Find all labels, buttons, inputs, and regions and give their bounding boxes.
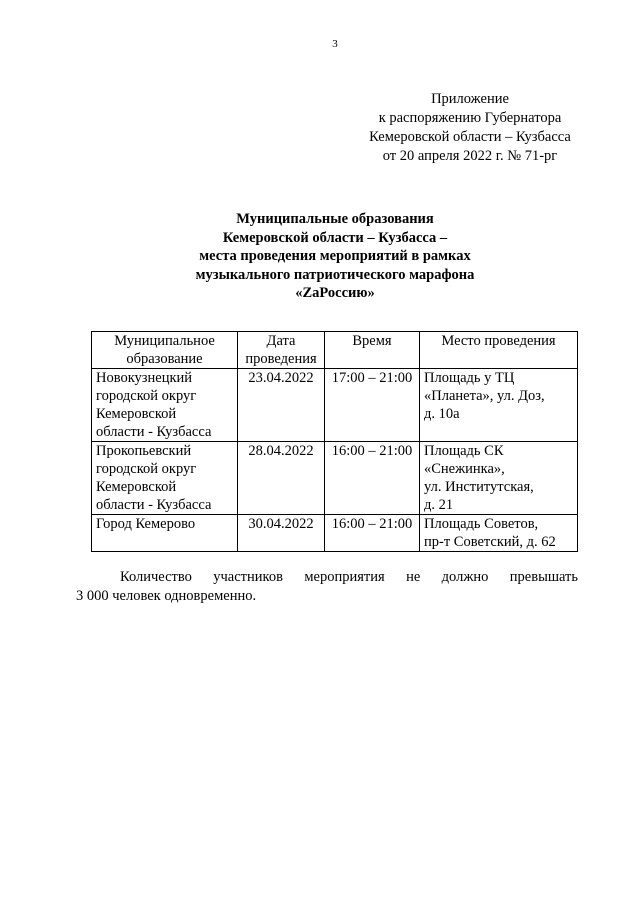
cell-text: городской округ: [96, 388, 197, 404]
cell-text: Прокопьевский: [96, 443, 192, 459]
page-number: 3: [332, 38, 338, 50]
header-time: Время: [325, 332, 420, 369]
header-text: Муниципальное: [114, 333, 215, 349]
cell-text: Город Кемерово: [96, 516, 196, 532]
cell-text: Площадь у ТЦ: [424, 370, 515, 386]
cell-text: д. 10а: [424, 406, 460, 422]
cell-text: Кемеровской: [96, 406, 177, 422]
note-line: Количество участников мероприятия не должно превышать: [120, 569, 578, 585]
cell-text: Площадь СК: [424, 443, 504, 459]
cell-time: 16:00 – 21:00: [325, 442, 420, 515]
cell-text: городской округ: [96, 461, 197, 477]
cell-municipality: [92, 369, 238, 442]
cell-time: 17:00 – 21:00: [325, 369, 420, 442]
title-line: «ZaРоссию»: [295, 285, 375, 301]
cell-place: [420, 442, 578, 515]
document-title: [150, 210, 520, 303]
cell-text: д. 21: [424, 497, 454, 513]
cell-municipality: [92, 442, 238, 515]
cell-text: области - Кузбасса: [96, 424, 212, 440]
table-header-row: [92, 332, 578, 369]
appendix-line: Кемеровской области – Кузбасса: [369, 129, 571, 145]
appendix-line: Приложение: [431, 91, 509, 107]
header-text: Дата: [266, 333, 296, 349]
cell-place: [420, 515, 578, 552]
cell-text: пр-т Советский, д. 62: [424, 534, 556, 550]
header-text: образование: [126, 351, 203, 367]
header-text: проведения: [245, 351, 317, 367]
header-place: Место проведения: [420, 332, 578, 369]
cell-text: Новокузнецкий: [96, 370, 193, 386]
title-line: Муниципальные образования: [236, 211, 434, 227]
cell-text: Площадь Советов,: [424, 516, 539, 532]
table-row: [92, 369, 578, 442]
cell-text: области - Кузбасса: [96, 497, 212, 513]
note-line: 3 000 человек одновременно.: [76, 588, 257, 604]
events-table: [91, 331, 578, 552]
appendix-line: от 20 апреля 2022 г. № 71-рг: [382, 148, 558, 164]
title-line: Кемеровской области – Кузбасса –: [222, 229, 448, 246]
table-row: [92, 442, 578, 515]
appendix-line: к распоряжению Губернатора: [378, 110, 562, 126]
cell-date: 28.04.2022: [238, 442, 325, 515]
cell-date: 30.04.2022: [238, 515, 325, 552]
cell-place: [420, 369, 578, 442]
cell-time: 16:00 – 21:00: [325, 515, 420, 552]
header-date: [238, 332, 325, 369]
table-row: [92, 515, 578, 552]
title-line: музыкального патриотического марафона: [195, 266, 475, 283]
cell-text: Кемеровской: [96, 479, 177, 495]
cell-text: ул. Институтская,: [424, 479, 534, 495]
participants-note: [76, 568, 578, 606]
cell-municipality: [92, 515, 238, 552]
appendix-header: [355, 90, 585, 166]
header-municipality: [92, 332, 238, 369]
cell-date: 23.04.2022: [238, 369, 325, 442]
cell-text: «Снежинка»,: [424, 461, 505, 477]
cell-text: «Планета», ул. Доз,: [424, 388, 545, 404]
title-line: места проведения мероприятий в рамках: [199, 248, 471, 264]
